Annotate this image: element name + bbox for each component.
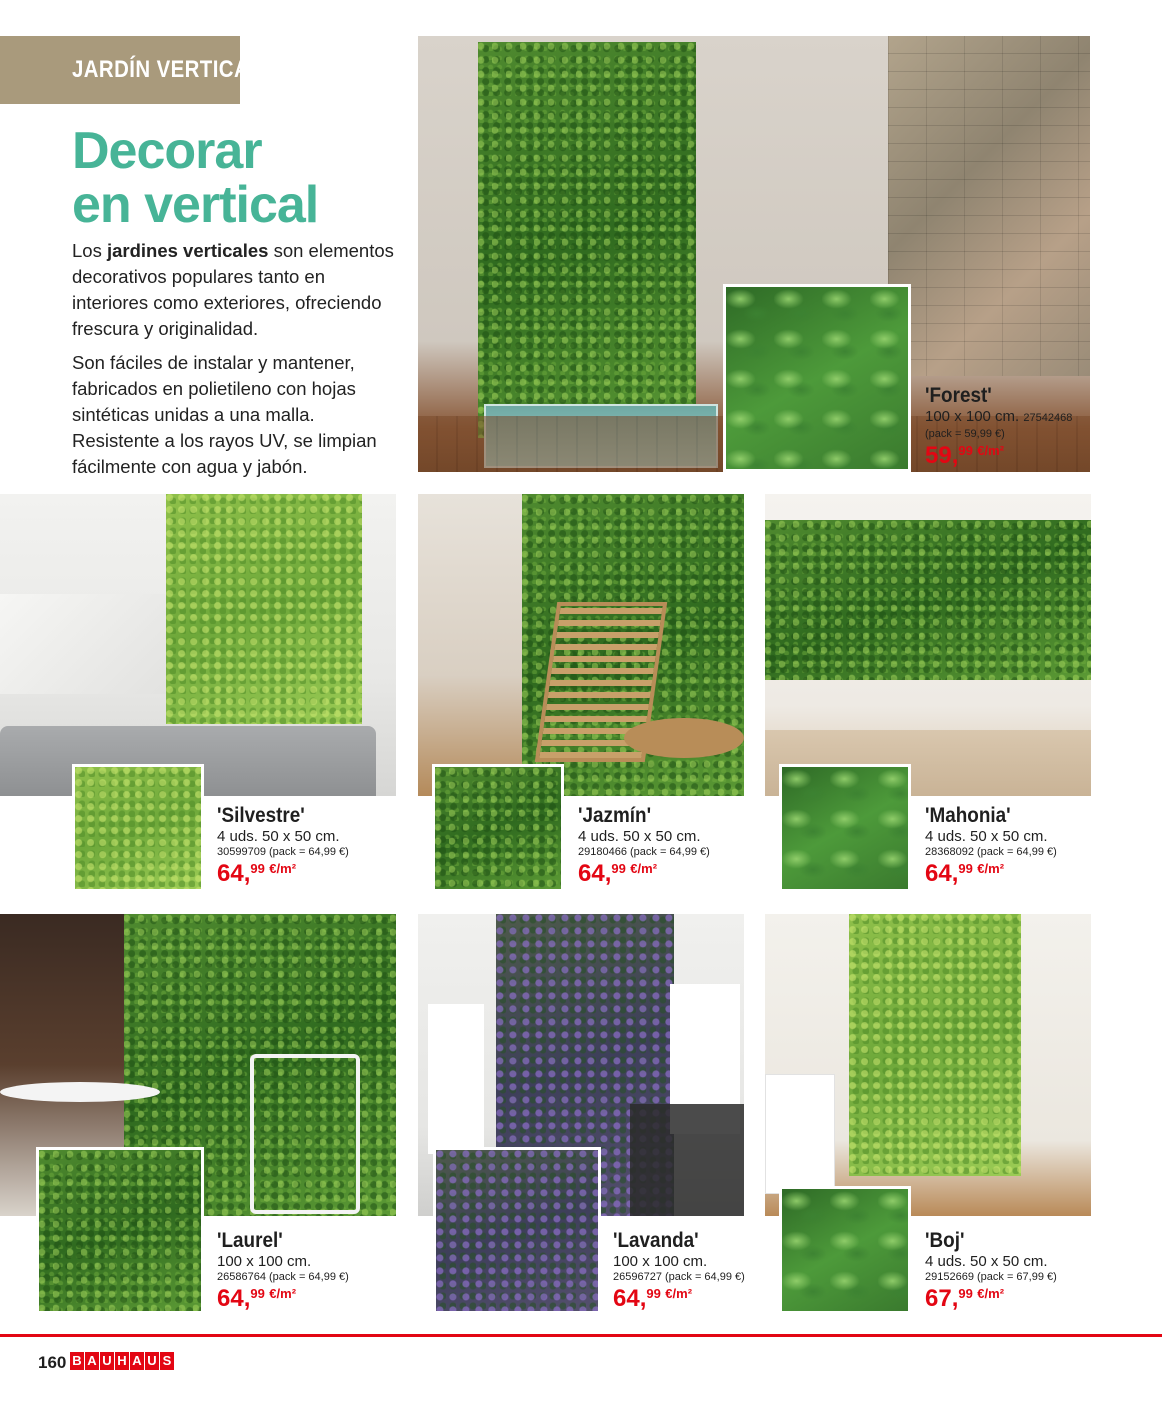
stone-wall (888, 36, 1090, 376)
price-unit: €/m² (665, 1286, 693, 1301)
product-pack: (pack = 59,99 €) (925, 428, 1005, 440)
vertical-hedge (849, 914, 1021, 1176)
intro-paragraph-1 (72, 238, 402, 342)
headline-line-1: Decorar (72, 122, 262, 180)
product-ref-pack: 28368092 (pack = 64,99 €) (925, 846, 1057, 858)
product-size: 4 uds. 50 x 50 cm. (925, 828, 1048, 845)
headline-line-2: en vertical (72, 176, 319, 234)
silvestre-swatch (72, 764, 204, 892)
product-jazmin (578, 804, 778, 890)
price-unit: €/m² (977, 443, 1005, 458)
price-unit: €/m² (269, 1286, 297, 1301)
section-tag (0, 36, 262, 104)
lounge-chair (630, 1104, 744, 1216)
product-size: 4 uds. 50 x 50 cm. (217, 828, 340, 845)
product-ref-pack: 30599709 (pack = 64,99 €) (217, 846, 349, 858)
product-name: 'Lavanda' (613, 1229, 699, 1252)
price-integer: 64, (217, 1285, 251, 1312)
bauhaus-logo (70, 1352, 174, 1370)
intro-text (72, 238, 402, 488)
product-price (925, 443, 1125, 472)
round-table (0, 1082, 160, 1102)
product-price (925, 1286, 1125, 1315)
vertical-hedge (166, 494, 362, 724)
boj-swatch (779, 1186, 911, 1314)
side-table (624, 718, 744, 758)
price-decimal: 99 (250, 861, 265, 876)
price-unit: €/m² (977, 1286, 1005, 1301)
forest-swatch (723, 284, 911, 472)
price-integer: 64, (578, 860, 612, 887)
white-cabinet (765, 1074, 835, 1194)
product-ref: 27542468 (1023, 412, 1073, 424)
price-integer: 64, (925, 860, 959, 887)
logo-letter: A (85, 1352, 99, 1370)
product-price (925, 861, 1125, 890)
product-size: 4 uds. 50 x 50 cm. (578, 828, 701, 845)
intro-p1-bold: jardines verticales (106, 240, 269, 261)
price-integer: 64, (217, 860, 251, 887)
logo-letter: U (100, 1352, 114, 1370)
product-ref-pack: 29152669 (pack = 67,99 €) (925, 1271, 1057, 1283)
mahonia-swatch (779, 764, 911, 892)
product-name: 'Jazmín' (578, 804, 652, 827)
price-unit: €/m² (630, 861, 658, 876)
intro-p1-post: son elementos decorativos populares tanto en interiores como exteriores, ofreciendo frescura y originalidad. (72, 240, 394, 339)
product-laurel (217, 1229, 417, 1315)
product-silvestre (217, 804, 417, 890)
footer-rule (0, 1334, 1162, 1337)
product-name: 'Forest' (925, 384, 992, 407)
intro-p1-pre: Los (72, 240, 107, 261)
logo-letter: B (70, 1352, 84, 1370)
mahonia-scene-photo (765, 494, 1091, 796)
laurel-swatch (36, 1147, 204, 1314)
product-name: 'Laurel' (217, 1229, 283, 1252)
product-size: 4 uds. 50 x 50 cm. (925, 1253, 1048, 1270)
price-decimal: 99 (958, 443, 973, 458)
page-number: 160 (38, 1353, 67, 1372)
jazmin-swatch (432, 764, 564, 892)
logo-letter: U (145, 1352, 159, 1370)
product-ref-pack: 26586764 (pack = 64,99 €) (217, 1271, 349, 1283)
price-decimal: 99 (250, 1286, 265, 1301)
logo-letter: S (160, 1352, 174, 1370)
product-price (578, 861, 778, 890)
product-name: 'Silvestre' (217, 804, 305, 827)
planter-left (428, 1004, 484, 1154)
logo-letter: A (130, 1352, 144, 1370)
section-tag-label: JARDÍN VERTICAL (72, 56, 262, 83)
silvestre-scene-photo (0, 494, 396, 796)
product-ref-pack: 26596727 (pack = 64,99 €) (613, 1271, 745, 1283)
price-integer: 64, (613, 1285, 647, 1312)
price-decimal: 99 (646, 1286, 661, 1301)
product-price (217, 1286, 417, 1315)
product-name: 'Boj' (925, 1229, 965, 1252)
product-size: 100 x 100 cm. (613, 1253, 708, 1270)
price-decimal: 99 (958, 1286, 973, 1301)
price-unit: €/m² (269, 861, 297, 876)
product-size-text: 100 x 100 cm. (925, 408, 1020, 425)
product-size (925, 408, 1125, 427)
product-mahonia (925, 804, 1125, 890)
lavanda-swatch (433, 1147, 601, 1314)
marble-backsplash (0, 594, 170, 694)
boj-scene-photo (765, 914, 1091, 1216)
product-ref-pack: 29180466 (pack = 64,99 €) (578, 846, 710, 858)
product-forest (925, 384, 1125, 472)
price-unit: €/m² (977, 861, 1005, 876)
vertical-hedge (478, 42, 696, 438)
price-integer: 67, (925, 1285, 959, 1312)
logo-letter: H (115, 1352, 129, 1370)
jazmin-scene-photo (418, 494, 744, 796)
horizontal-hedge (765, 520, 1091, 680)
intro-paragraph-2: Son fáciles de instalar y mantener, fabricados en polietileno con hojas sintéticas unidas a una malla. Resistente a los rayos UV, se limpian fácilmente con agua y jabón. (72, 352, 377, 477)
price-integer: 59, (925, 442, 959, 469)
price-decimal: 99 (958, 861, 973, 876)
product-size: 100 x 100 cm. (217, 1253, 312, 1270)
product-name: 'Mahonia' (925, 804, 1011, 827)
page-headline (72, 124, 392, 232)
product-price (217, 861, 417, 890)
white-chair (250, 1054, 360, 1214)
price-decimal: 99 (611, 861, 626, 876)
product-boj (925, 1229, 1125, 1315)
